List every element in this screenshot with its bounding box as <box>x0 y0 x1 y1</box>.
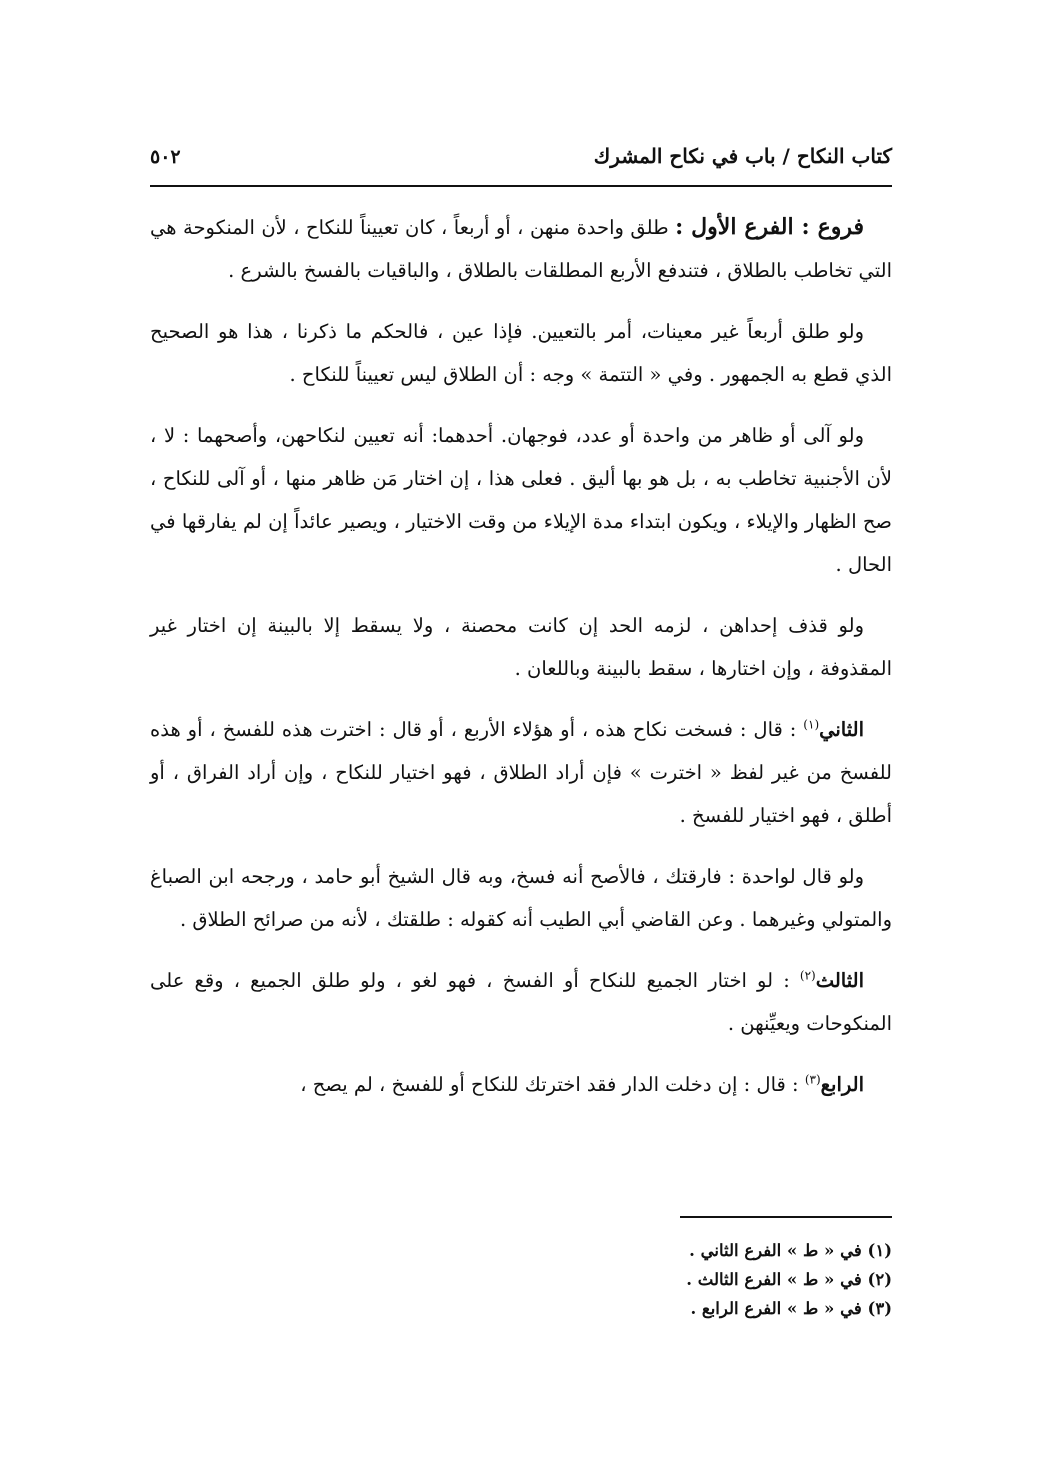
page-header <box>150 138 892 178</box>
paragraph-text: ولو قذف إحداهن ، لزمه الحد إن كانت محصنة ، ولا يسقط إلا بالبينة إن اختار غير المقذوفة ، وإن اختارها ، سقط بالبينة وباللعان . <box>150 614 892 680</box>
paragraph-text: : قال : فسخت نكاح هذه ، أو هؤلاء الأربع ، أو قال : اخترت هذه للفسخ ، أو هذه للفسخ من غير لفظ « اخترت » فإن أراد الطلاق ، فهو اختيار للنكاح ، وإن أراد الفراق ، أو أطلق ، فهو اختيار للفسخ . <box>150 718 892 827</box>
paragraph-lead: الرابع <box>820 1073 864 1096</box>
paragraph <box>150 604 892 690</box>
paragraph-lead: فروع : الفرع الأول : <box>675 214 864 240</box>
paragraph <box>150 855 892 941</box>
paragraph-text: : لو اختار الجميع للنكاح أو الفسخ ، فهو لغو ، ولو طلق الجميع ، وقع على المنكوحات ويعيِّنهن . <box>150 969 892 1035</box>
paragraph-text: ولو قال لواحدة : فارقتك ، فالأصح أنه فسخ، وبه قال الشيخ أبو حامد ، ورجحه ابن الصباغ والمتولي وغيرهما . وعن القاضي أبي الطيب أنه كقوله : طلقتك ، لأنه من صرائح الطلاق . <box>150 865 892 931</box>
footnote-marker: (٢) <box>799 968 816 983</box>
header-rule <box>150 185 892 187</box>
paragraph-text: : قال : إن دخلت الدار فقد اخترتك للنكاح أو للفسخ ، لم يصح ، <box>300 1073 805 1096</box>
paragraph <box>150 310 892 396</box>
paragraph-second-branch <box>150 708 892 837</box>
paragraph <box>150 414 892 586</box>
paragraph-third-branch <box>150 959 892 1045</box>
footnote-marker: (١) <box>803 717 820 732</box>
paragraph-fourth-branch <box>150 1063 892 1106</box>
footnote-marker: (٣) <box>804 1072 821 1087</box>
main-text <box>150 206 892 1124</box>
paragraph-text: ولو طلق أربعاً غير معينات، أمر بالتعيين. فإذا عين ، فالحكم ما ذكرنا ، هذا هو الصحيح الذي قطع به الجمهور . وفي « التتمة » وجه : أن الطلاق ليس تعييناً للنكاح . <box>150 320 892 386</box>
paragraph-text: ولو آلى أو ظاهر من واحدة أو عدد، فوجهان. أحدهما: أنه تعيين لنكاحهن، وأصحهما : لا ، لأن الأجنبية تخاطب به ، بل هو بها أليق . فعلى هذا ، إن اختار مَن ظاهر منها ، أو آلى للنكاح ، صح الظهار والإيلاء ، ويكون ابتداء مدة الإيلاء من وقت الاختيار ، ويصير عائداً إن لم يفارقها في الحال . <box>150 424 892 576</box>
footnote: (١) في « ط » الفرع الثاني . <box>689 1241 892 1260</box>
footnote: (٢) في « ط » الفرع الثالث . <box>686 1270 892 1289</box>
footnote: (٣) في « ط » الفرع الرابع . <box>690 1299 892 1318</box>
paragraph-lead: الثالث <box>815 969 864 992</box>
page-number: ٥٠٢ <box>150 146 181 168</box>
footnotes <box>560 1236 892 1323</box>
paragraph-text: طلق واحدة منهن ، أو أربعاً ، كان تعييناً للنكاح ، لأن المنكوحة هي التي تخاطب بالطلاق ، فتندفع الأربع المطلقات بالطلاق ، والباقيات بالفسخ بالشرع . <box>150 216 892 282</box>
paragraph-furu <box>150 206 892 292</box>
running-title: كتاب النكاح / باب في نكاح المشرك <box>593 144 892 168</box>
paragraph-lead: الثاني <box>819 718 864 741</box>
footnote-rule <box>680 1216 892 1218</box>
